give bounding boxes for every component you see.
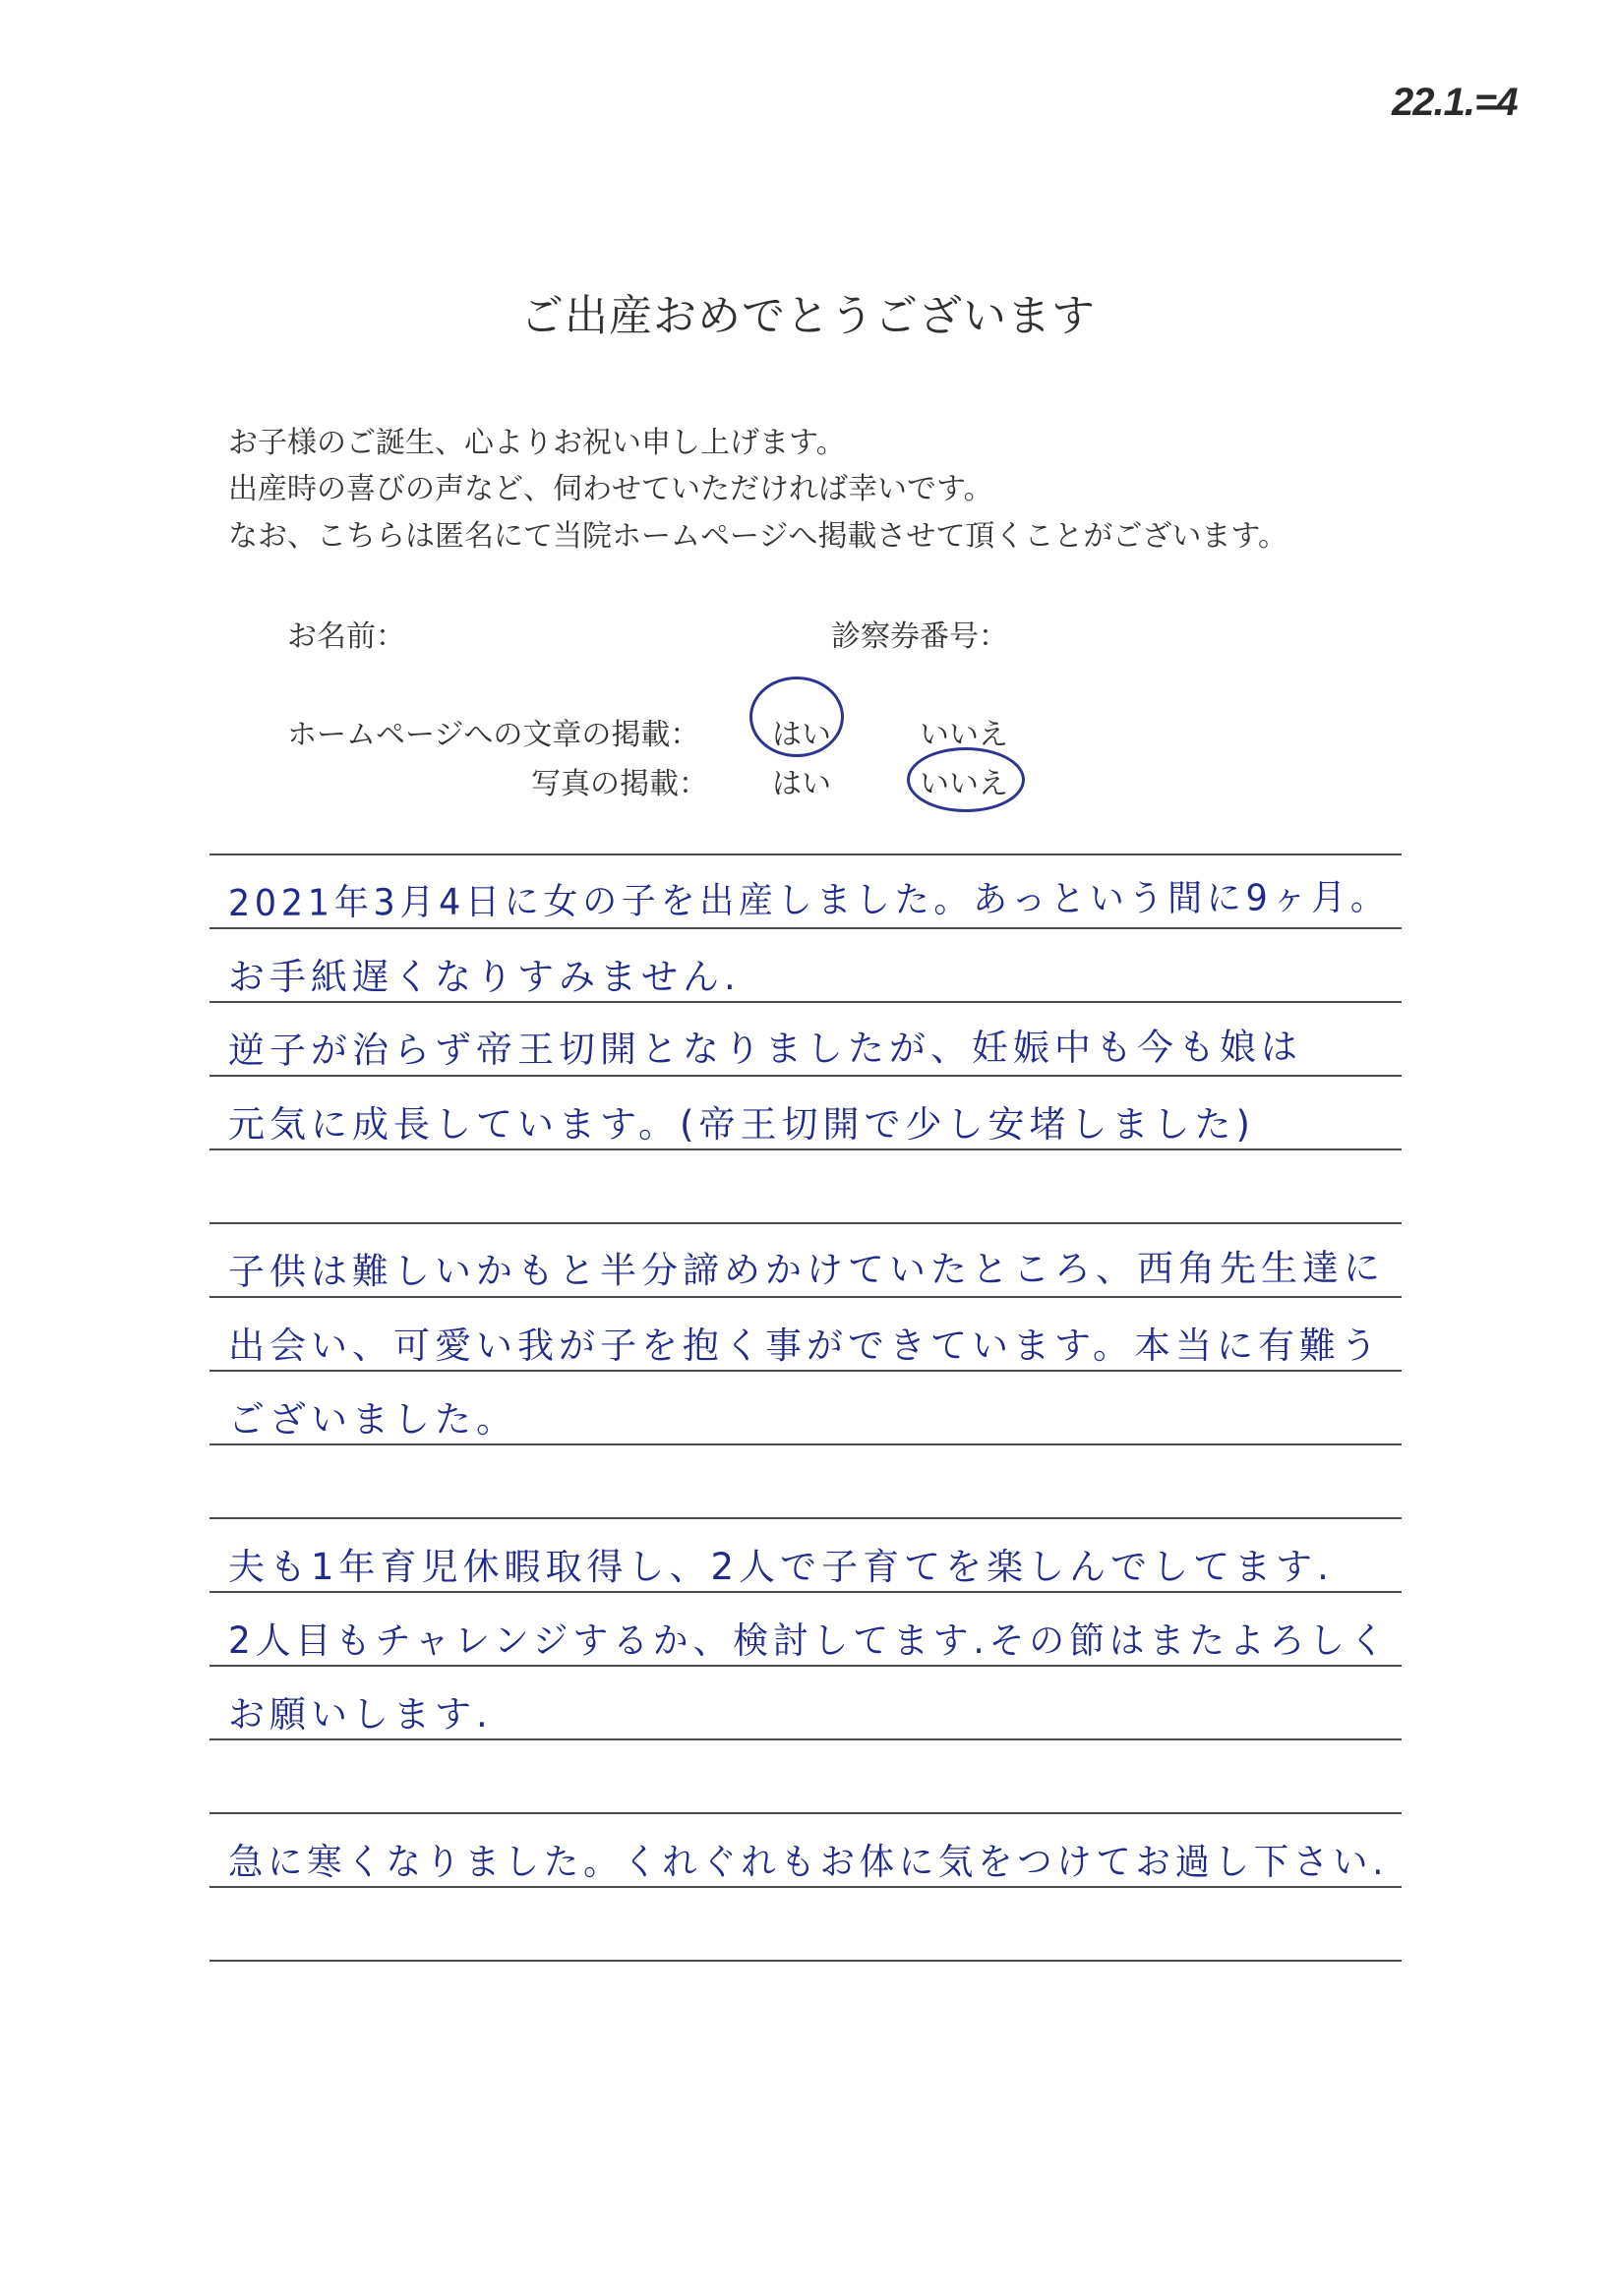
photo-consent-no: いいえ (920, 767, 1008, 801)
message-line-3: 逆子が治らず帝王切開となりましたが、妊娠中も今も娘は (227, 1026, 1302, 1072)
message-line-6: 子供は難しいかもと半分諦めかけていたところ、西角先生達に (227, 1246, 1385, 1293)
message-line-8: ございました。 (228, 1398, 517, 1441)
ruled-line (209, 1812, 1402, 1814)
ruled-line (209, 1960, 1402, 1962)
text-consent-no: いいえ (920, 718, 1008, 752)
handwritten-date: 22.1.=4 (1392, 81, 1518, 124)
ruled-line (209, 1222, 1402, 1224)
text-consent-yes: はい (772, 718, 831, 752)
ruled-line (209, 1001, 1402, 1003)
name-label: お名前： (287, 619, 405, 654)
ruled-line (209, 1886, 1402, 1888)
intro-line-2: 出産時の喜びの声など、伺わせていただければ幸いです。 (228, 472, 993, 506)
text-consent-label: ホームページへの文章の掲載： (287, 718, 700, 752)
message-line-12: お願いします. (228, 1693, 493, 1736)
ruled-line (209, 1148, 1402, 1150)
ruled-line (209, 927, 1402, 929)
message-line-7: 出会い、可愛い我が子を抱く事ができています。本当に有難う (228, 1325, 1383, 1367)
message-line-10: 夫も1年育児休暇取得し、2人で子育てを楽しんでしてます. (228, 1546, 1334, 1588)
message-line-1: 2021年3月4日に女の子を出産しました。あっという間に9ヶ月。 (227, 875, 1390, 924)
message-line-14: 急に寒くなりました。くれぐれもお体に気をつけてお過し下さい. (228, 1841, 1389, 1883)
ruled-line (209, 1591, 1402, 1593)
ruled-line (209, 1738, 1402, 1740)
ruled-line (209, 854, 1402, 855)
patient-number-label: 診察券番号： (831, 619, 1008, 654)
message-line-2: お手紙遅くなりすみません. (228, 956, 741, 998)
ruled-line (209, 1075, 1402, 1077)
text-consent-selected-circle (749, 677, 844, 757)
message-line-11: 2人目もチャレンジするか、検討してます.その節はまたよろしく (228, 1619, 1390, 1662)
ruled-line (209, 1665, 1402, 1667)
intro-line-1: お子様のご誕生、心よりお祝い申し上げます。 (228, 426, 846, 460)
page-title: ご出産おめでとうございます (520, 291, 1096, 341)
photo-consent-label: 写真の掲載： (531, 767, 708, 801)
message-line-4: 元気に成長しています。(帝王切開で少し安堵しました) (228, 1103, 1255, 1146)
ruled-line (209, 1517, 1402, 1519)
ruled-line (209, 1443, 1402, 1445)
ruled-line (209, 1296, 1402, 1298)
photo-consent-selected-circle (907, 747, 1025, 812)
photo-consent-yes: はい (772, 767, 831, 801)
intro-line-3: なお、こちらは匿名にて当院ホームページへ掲載させて頂くことがございます。 (228, 519, 1287, 554)
ruled-line (209, 1370, 1402, 1372)
